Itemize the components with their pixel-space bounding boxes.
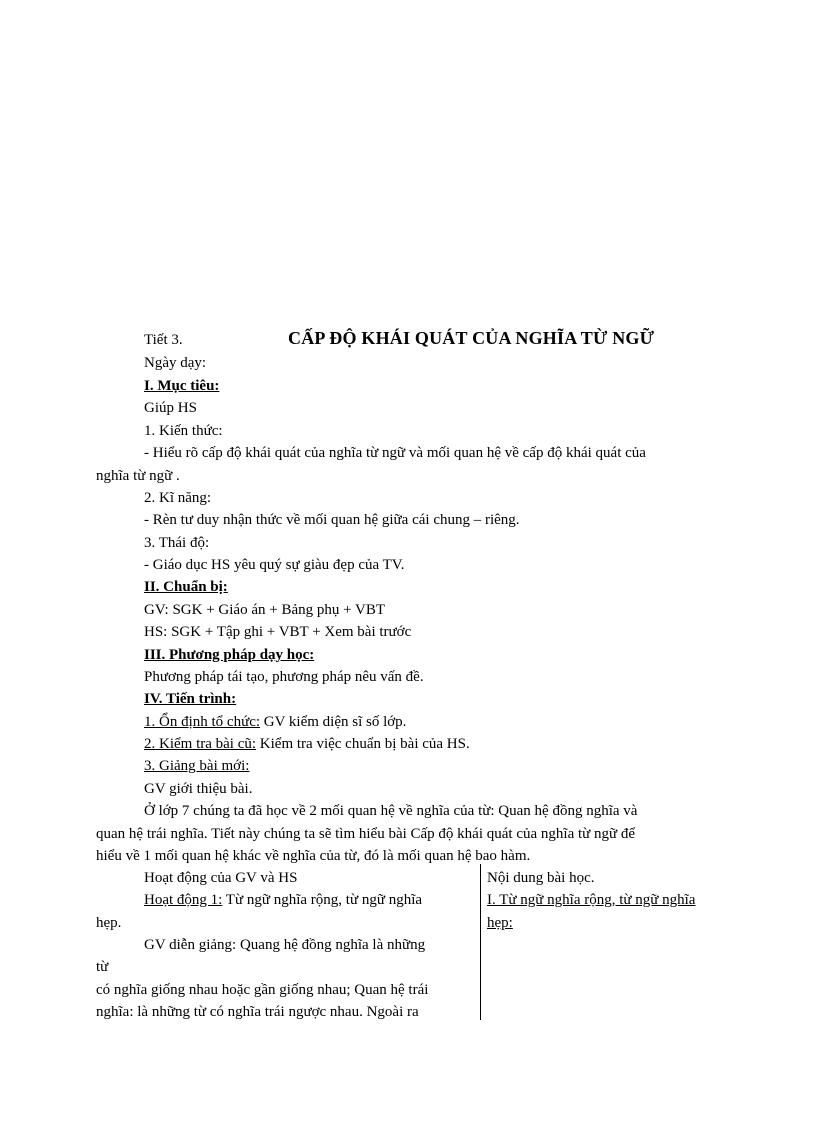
skills-label: 2. Kĩ năng: xyxy=(144,490,212,506)
step-review xyxy=(144,733,470,755)
gv-explanation-line1: GV diễn giảng: Quang hệ đồng nghĩa là những xyxy=(144,937,426,953)
objectives-intro: Giúp HS xyxy=(144,400,197,416)
process-heading: IV. Tiến trình: xyxy=(144,691,237,707)
skills-text: - Rèn tư duy nhận thức về mối quan hệ giữa cái chung – riêng. xyxy=(144,512,520,528)
content-section-title-line2: hẹp: xyxy=(487,915,513,931)
attitude-text: - Giáo dục HS yêu quý sự giàu đẹp của TV. xyxy=(144,557,405,573)
activity-1-label: Hoạt động 1: xyxy=(144,892,223,908)
table-column-divider xyxy=(480,864,481,1020)
gv-explanation-line3: có nghĩa giống nhau hoặc gần giống nhau; Quan hệ trái xyxy=(96,982,429,998)
step-stabilize-text: GV kiểm diện sĩ số lớp. xyxy=(260,714,407,730)
knowledge-label: 1. Kiến thức: xyxy=(144,423,223,439)
lesson-intro: GV giới thiệu bài. xyxy=(144,781,253,797)
step-review-label: 2. Kiểm tra bài cũ: xyxy=(144,736,257,752)
intro-paragraph-line1: Ở lớp 7 chúng ta đã học về 2 mối quan hệ về nghĩa của từ: Quan hệ đồng nghĩa và xyxy=(144,803,638,819)
teacher-preparation: GV: SGK + Giáo án + Bảng phụ + VBT xyxy=(144,602,386,618)
knowledge-text-line1: - Hiểu rõ cấp độ khái quát của nghĩa từ ngữ và mối quan hệ về cấp độ khái quát của xyxy=(144,445,646,461)
activity-1-text: Từ ngữ nghĩa rộng, từ ngữ nghĩa xyxy=(222,892,423,908)
gv-explanation-line4: nghĩa: là những từ có nghĩa trái ngược nhau. Ngoài ra xyxy=(96,1004,419,1020)
step-stabilize xyxy=(144,711,406,733)
knowledge-text-line2: nghĩa từ ngữ . xyxy=(96,468,180,484)
methods-text: Phương pháp tái tạo, phương pháp nêu vấn đề. xyxy=(144,669,424,685)
gv-explanation-line2: từ xyxy=(96,959,109,975)
content-section-title-line1: I. Từ ngữ nghĩa rộng, từ ngữ nghĩa xyxy=(487,892,696,908)
step-stabilize-label: 1. Ổn định tổ chức: xyxy=(144,714,261,730)
step-new-lesson-label: 3. Giảng bài mới: xyxy=(144,758,250,774)
methods-heading: III. Phương pháp dạy học: xyxy=(144,647,315,663)
activity-1-title xyxy=(144,889,422,911)
objectives-heading: I. Mục tiêu: xyxy=(144,378,220,394)
activity-1-continuation: hẹp. xyxy=(96,915,122,931)
attitude-label: 3. Thái độ: xyxy=(144,535,210,551)
table-left-header: Hoạt động của GV và HS xyxy=(144,870,298,886)
intro-paragraph-line3: hiểu về 1 mối quan hệ khác về nghĩa của từ, đó là mối quan hệ bao hàm. xyxy=(96,848,531,864)
intro-paragraph-line2: quan hệ trái nghĩa. Tiết này chúng ta sẽ tìm hiểu bài Cấp độ khái quát của nghĩa từ ngữ để xyxy=(96,826,636,842)
lesson-number: Tiết 3. xyxy=(144,332,183,348)
table-right-header: Nội dung bài học. xyxy=(487,870,595,886)
teaching-date-label: Ngày dạy: xyxy=(144,355,207,371)
page-title: CẤP ĐỘ KHÁI QUÁT CỦA NGHĨA TỪ NGỮ xyxy=(288,328,655,348)
preparation-heading: II. Chuẩn bị: xyxy=(144,579,228,595)
step-review-text: Kiểm tra việc chuẩn bị bài của HS. xyxy=(256,736,470,752)
student-preparation: HS: SGK + Tập ghi + VBT + Xem bài trước xyxy=(144,624,412,640)
